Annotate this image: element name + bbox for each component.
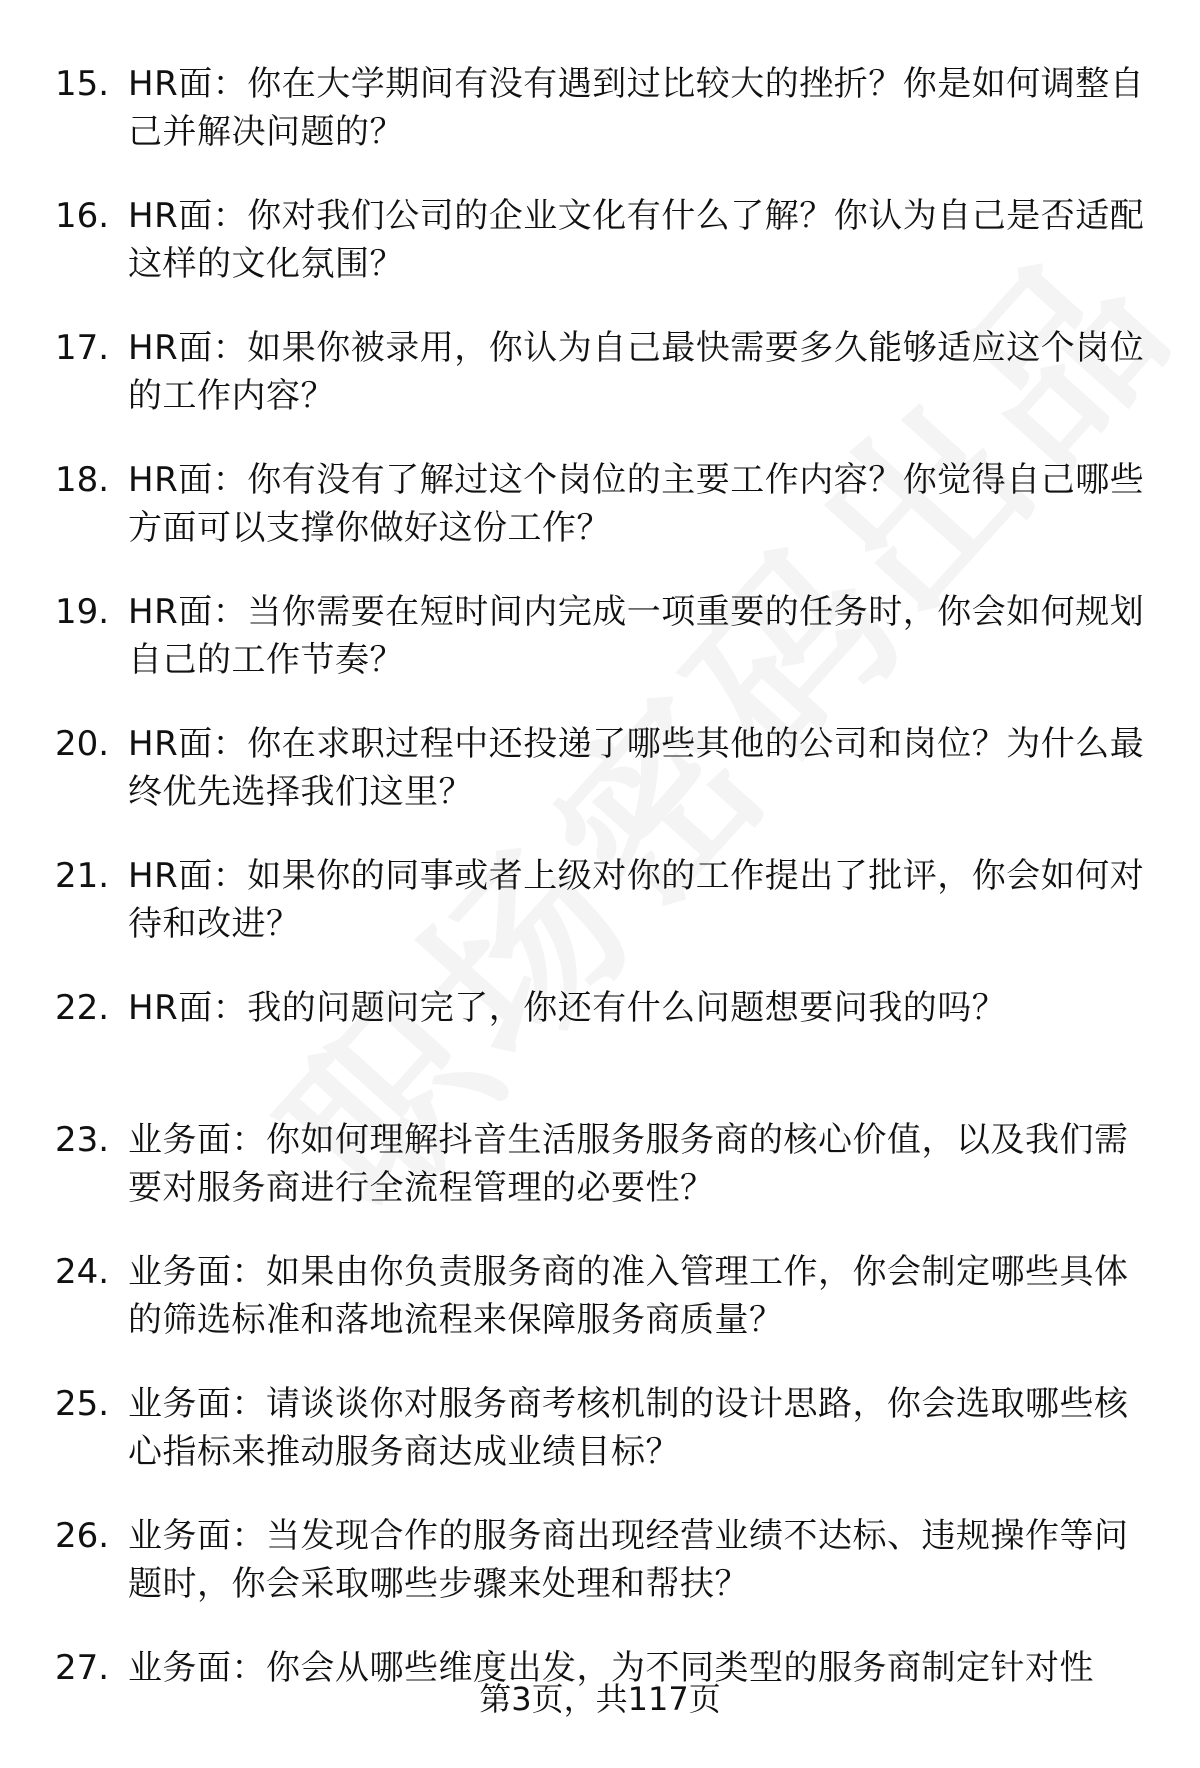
- question-number: 23.: [55, 1120, 110, 1160]
- question-number: 24.: [55, 1252, 110, 1292]
- question-number: 27.: [55, 1648, 110, 1688]
- list-item: [0, 448, 1200, 580]
- question-text: HR面：你在求职过程中还投递了哪些其他的公司和岗位？为什么最终优先选择我们这里？: [128, 724, 1145, 812]
- question-text: HR面：我的问题问完了，你还有什么问题想要问我的吗？: [128, 988, 1007, 1028]
- list-item: [0, 712, 1200, 844]
- question-number: 19.: [55, 592, 110, 632]
- question-text: HR面：如果你的同事或者上级对你的工作提出了批评，你会如何对待和改进？: [128, 856, 1145, 944]
- question-text: 业务面：当发现合作的服务商出现经营业绩不达标、违规操作等问题时，你会采取哪些步骤来处理和帮扶？: [128, 1516, 1129, 1604]
- question-text: 业务面：你会从哪些维度出发，为不同类型的服务商制定针对性: [128, 1648, 1094, 1688]
- list-item: [0, 184, 1200, 316]
- question-text: 业务面：请谈谈你对服务商考核机制的设计思路，你会选取哪些核心指标来推动服务商达成业绩目标？: [128, 1384, 1129, 1472]
- question-text: HR面：如果你被录用，你认为自己最快需要多久能够适应这个岗位的工作内容？: [128, 328, 1145, 416]
- list-item: [0, 976, 1200, 1108]
- question-number: 25.: [55, 1384, 110, 1424]
- list-item: [0, 316, 1200, 448]
- question-text: HR面：你对我们公司的企业文化有什么了解？你认为自己是否适配这样的文化氛围？: [128, 196, 1145, 284]
- question-list: [0, 52, 1200, 1768]
- question-number: 26.: [55, 1516, 110, 1556]
- question-text: 业务面：你如何理解抖音生活服务服务商的核心价值，以及我们需要对服务商进行全流程管理的必要性？: [128, 1120, 1129, 1208]
- question-number: 21.: [55, 856, 110, 896]
- question-number: 17.: [55, 328, 110, 368]
- question-number: 18.: [55, 460, 110, 500]
- question-number: 22.: [55, 988, 110, 1028]
- list-item: [0, 1108, 1200, 1240]
- list-item: [0, 844, 1200, 976]
- list-item: [0, 52, 1200, 184]
- question-number: 15.: [55, 64, 110, 104]
- list-item: [0, 580, 1200, 712]
- list-item: [0, 1240, 1200, 1372]
- page-number-footer: 第3页，共117页: [479, 1680, 721, 1718]
- question-number: 16.: [55, 196, 110, 236]
- question-text: HR面：你在大学期间有没有遇到过比较大的挫折？你是如何调整自己并解决问题的？: [128, 64, 1145, 152]
- question-text: 业务面：如果由你负责服务商的准入管理工作，你会制定哪些具体的筛选标准和落地流程来保障服务商质量？: [128, 1252, 1129, 1340]
- question-text: HR面：你有没有了解过这个岗位的主要工作内容？你觉得自己哪些方面可以支撑你做好这份工作？: [128, 460, 1145, 548]
- list-item: [0, 1372, 1200, 1504]
- list-item: [0, 1504, 1200, 1636]
- question-text: HR面：当你需要在短时间内完成一项重要的任务时，你会如何规划自己的工作节奏？: [128, 592, 1145, 680]
- question-number: 20.: [55, 724, 110, 764]
